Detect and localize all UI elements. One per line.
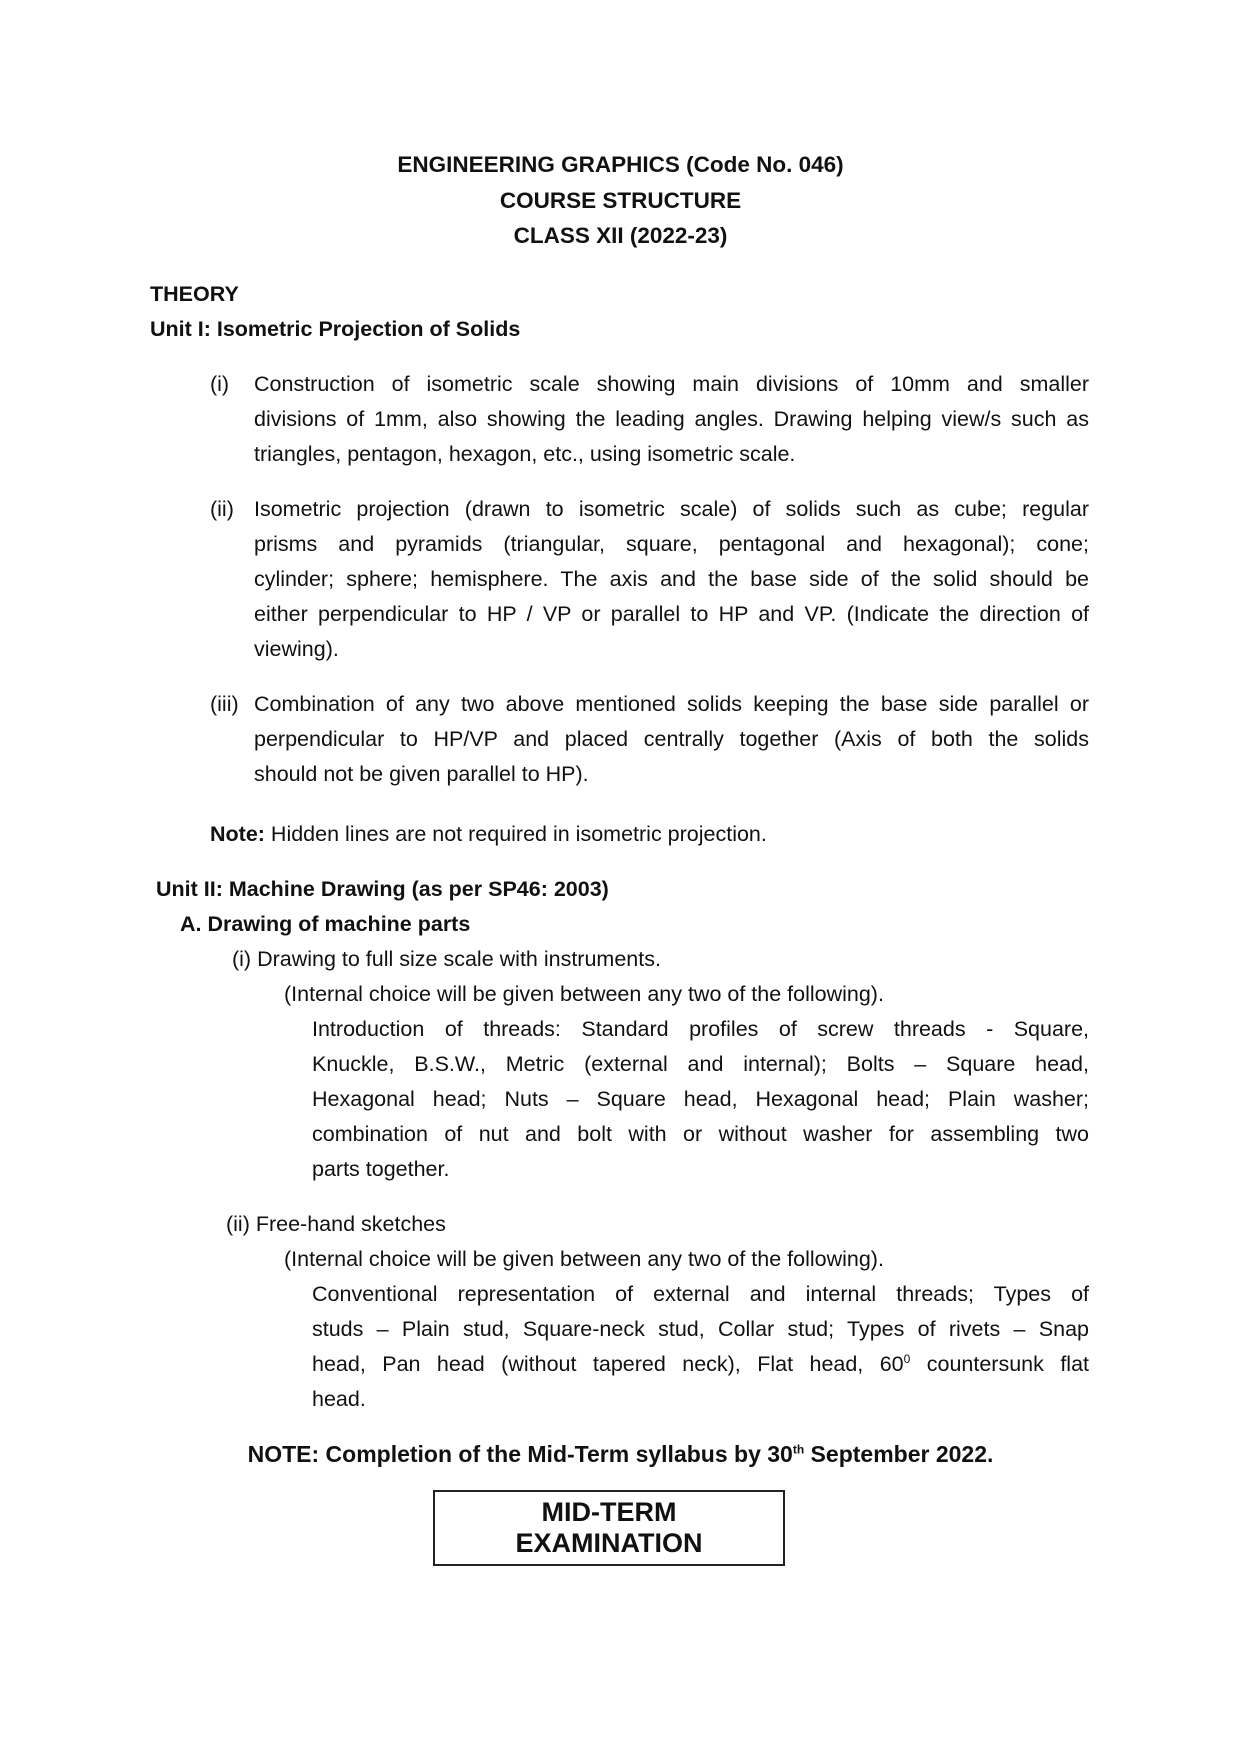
note-segment: NOTE: Completion of the Mid-Term syllabus by 30 [247, 1441, 793, 1467]
part-2-choice-note: (Internal choice will be given between any two of the following). [284, 1247, 884, 1271]
text-line: either perpendicular to HP / VP or parallel to HP and VP. (Indicate the direction of [254, 602, 1089, 626]
text-line: should not be given parallel to HP). [254, 762, 589, 786]
note-segment: September 2022. [804, 1441, 994, 1467]
text-line: Conventional representation of external and internal threads; Types of [312, 1282, 1089, 1306]
item-3-text [254, 687, 1089, 792]
document-subtitle: COURSE STRUCTURE [499, 188, 742, 213]
unit-1-title: Unit I: Isometric Projection of Solids [150, 317, 521, 341]
text-segment: head, Pan head (without tapered neck), Flat head, 60 [312, 1352, 904, 1376]
text-line: head. [312, 1387, 366, 1411]
item-2-text [254, 492, 1089, 667]
document-title: ENGINEERING GRAPHICS (Code No. 046) [397, 152, 844, 177]
text-line: Isometric projection (drawn to isometric scale) of solids such as cube; regular [254, 497, 1089, 521]
note-label: Note: [210, 822, 265, 846]
text-line: studs – Plain stud, Square-neck stud, Collar stud; Types of rivets – Snap [312, 1317, 1089, 1341]
text-line [312, 1347, 1089, 1382]
text-line: triangles, pentagon, hexagon, etc., using isometric scale. [254, 442, 796, 466]
text-line: viewing). [254, 637, 339, 661]
unit-2-title: Unit II: Machine Drawing (as per SP46: 2003) [156, 877, 609, 901]
text-line: parts together. [312, 1157, 450, 1181]
text-line: cylinder; sphere; hemisphere. The axis and the base side of the solid should be [254, 567, 1089, 591]
item-3-number: (iii) [210, 692, 239, 716]
unit-1-note [210, 817, 767, 852]
text-line: Hexagonal head; Nuts – Square head, Hexagonal head; Plain washer; [312, 1087, 1089, 1111]
note-text: Hidden lines are not required in isometric projection. [264, 822, 767, 846]
item-2-number: (ii) [210, 497, 234, 521]
part-1-text [312, 1012, 1089, 1187]
part-2-heading: (ii) Free-hand sketches [226, 1212, 446, 1236]
text-line: Knuckle, B.S.W., Metric (external and internal); Bolts – Square head, [312, 1052, 1089, 1076]
part-1-choice-note: (Internal choice will be given between any two of the following). [284, 982, 884, 1006]
section-a-heading: A. Drawing of machine parts [180, 912, 471, 936]
item-1-number: (i) [210, 372, 230, 396]
class-heading: CLASS XII (2022-23) [513, 223, 728, 248]
item-1-text [254, 367, 1089, 472]
text-line: combination of nut and bolt with or without washer for assembling two [312, 1122, 1089, 1146]
text-segment: countersunk flat [910, 1352, 1089, 1376]
text-line: Construction of isometric scale showing main divisions of 10mm and smaller [254, 372, 1089, 396]
text-line: prisms and pyramids (triangular, square, pentagonal and hexagonal); cone; [254, 532, 1089, 556]
mid-term-examination-box: MID-TERM EXAMINATION [433, 1490, 785, 1566]
part-1-heading: (i) Drawing to full size scale with instruments. [232, 947, 661, 971]
mid-term-note [0, 1437, 1241, 1472]
part-2-text [312, 1277, 1089, 1417]
text-line: Combination of any two above mentioned solids keeping the base side parallel or [254, 692, 1089, 716]
text-line: Introduction of threads: Standard profiles of screw threads - Square, [312, 1017, 1089, 1041]
text-line: divisions of 1mm, also showing the leading angles. Drawing helping view/s such as [254, 407, 1089, 431]
superscript: th [792, 1442, 805, 1457]
theory-heading: THEORY [150, 282, 239, 306]
text-line: perpendicular to HP/VP and placed centrally together (Axis of both the solids [254, 727, 1089, 751]
superscript: 0 [903, 1351, 911, 1366]
